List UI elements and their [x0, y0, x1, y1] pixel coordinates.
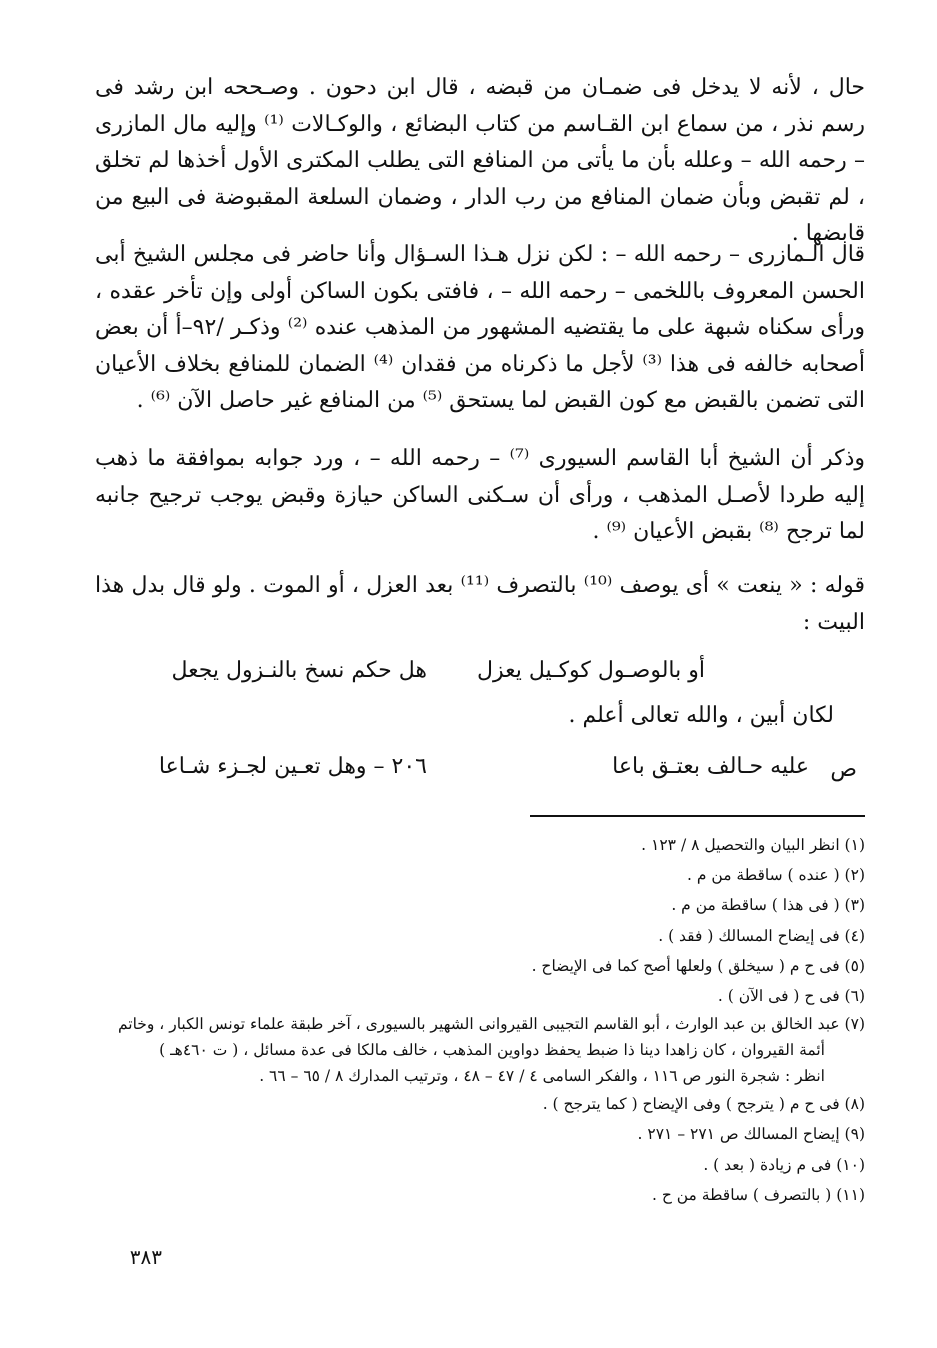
- verse-2-second-hemistich: عليه حـالف بعتـق باعا: [612, 754, 809, 779]
- paragraph-1: حال ، لأنه لا يدخل فى ضمـان من قبضه ، قال ابن دحون . وصـححه ابن رشد فى رسم نذر ، من سماع ابن القـاسم من كتاب البضائع ، والوكـالات ⁽¹⁾ وإليه مال المازرى – رحمه الله – وعلله بأن ما يأتى من المنافع التى يطلب المكترى الأول أخذها لم تخلق ، لم تقبض وبأن ضمان المنافع من رب الدار ، وضمان السلعة المقبوضة فى البيع من قابضها .: [95, 75, 865, 246]
- footnote-6: (٦) فى ح ( فى الآن ) .: [717, 987, 865, 1006]
- verse-2-first-hemistich: ٢٠٦ – وهل تعـين لجـزء شـاعا: [158, 754, 427, 779]
- footnote-divider: [530, 815, 865, 817]
- footnote-10: (١٠) فى م زيادة ( بعد ) .: [703, 1155, 865, 1174]
- footnotes-list: [65, 830, 865, 1210]
- verse-1-second-hemistich: أو بالوصـول كوكـيل يعزل: [476, 658, 705, 683]
- paragraph-3: وذكر أن الشيخ أبا القاسم السيورى ⁽⁷⁾ – رحمه الله – ، ورد جوابه بموافقة ما ذهب إليه طردا لأصـل المذهب ، ورأى أن سـكنى الساكن حيازة وقبض يوجب ترجيح جانبه لما ترجح ⁽⁸⁾ بقبض الأعيان ⁽⁹⁾ .: [95, 446, 865, 544]
- paragraph-4: قوله : « ينعت » أى يوصف ⁽¹⁰⁾ بالتصرف ⁽¹¹⁾ بعد العزل ، أو الموت . ولو قال بدل هذا البيت :: [95, 573, 865, 635]
- closing-line: لكان أبين ، والله تعالى أعلم .: [568, 703, 834, 728]
- footnote-2: (٢) ( عنده ) ساقطة من م .: [687, 866, 865, 885]
- footnote-7-line-2: أئمة القيروان ، كان زاهدا دينا ذا ضبط يحفظ دواوين المذهب ، خالف مالكا فى عدة مسائل ، ( ت ٤٦٠هـ ): [159, 1041, 825, 1060]
- footnote-9: (٩) إيضاح المسالك ص ٢٧١ – ٢٧١ .: [637, 1125, 865, 1144]
- verse-1-first-hemistich: هل حكم نسخ بالنـزول يجعل: [171, 658, 427, 683]
- page-number: ٣٨٣: [129, 1245, 162, 1269]
- footnote-8: (٨) فى ح م ( يترجح ) وفى الإيضاح ( كما يترجح ) .: [542, 1095, 865, 1114]
- footnote-1: (١) انظر البيان والتحصيل ٨ / ١٢٣ .: [641, 836, 865, 854]
- paragraph-2: قال الـمازرى – رحمه الله – : لكن نزل هـذا السـؤال وأنا حاضر فى مجلس الشيخ أبى الحسن المعروف باللخمى – رحمه الله – ، فافتى بكون الساكن أولى وإن تأخر عقده ، ورأى سكناه شبهة على ما يقتضيه المشهور من المذهب عنده ⁽²⁾ وذكـر /٩٢–أ أن بعض أصحابه خالفه فى هذا ⁽³⁾ لأجل ما ذكرناه من فقدان ⁽⁴⁾ الضمان للمنافع بخلاف الأعيان التى تضمن بالقبض مع كون القبض لما يستحق ⁽⁵⁾ من المنافع غير حاصل الآن ⁽⁶⁾ .: [95, 242, 866, 413]
- footnote-4: (٤) فى إيضاح المسالك ( فقد ) .: [658, 926, 865, 945]
- footnote-5: (٥) فى ح م ( سيخلق ) ولعلها أصح كما فى الإيضاح .: [531, 956, 865, 975]
- verse-2-marker: ص: [830, 757, 857, 782]
- footnote-7: [65, 1011, 865, 1089]
- footnote-3: (٣) ( فى هذا ) ساقطة من م .: [671, 896, 865, 915]
- footnote-7-line-3: انظر : شجرة النور ص ١١٦ ، والفكر السامى ٤ / ٤٧ – ٤٨ ، وترتيب المدارك ٨ / ٦٥ – ٦٦ .: [259, 1067, 825, 1086]
- footnote-7-line-1: (٧) عبد الخالق بن عبد الوارث ، أبو القاسم التجيبى القيروانى الشهير بالسيورى ، آخر طبقة علماء تونس الكبار ، وخاتم: [117, 1015, 865, 1034]
- footnote-11: (١١) ( بالتصرف ) ساقطة من ح .: [651, 1185, 865, 1204]
